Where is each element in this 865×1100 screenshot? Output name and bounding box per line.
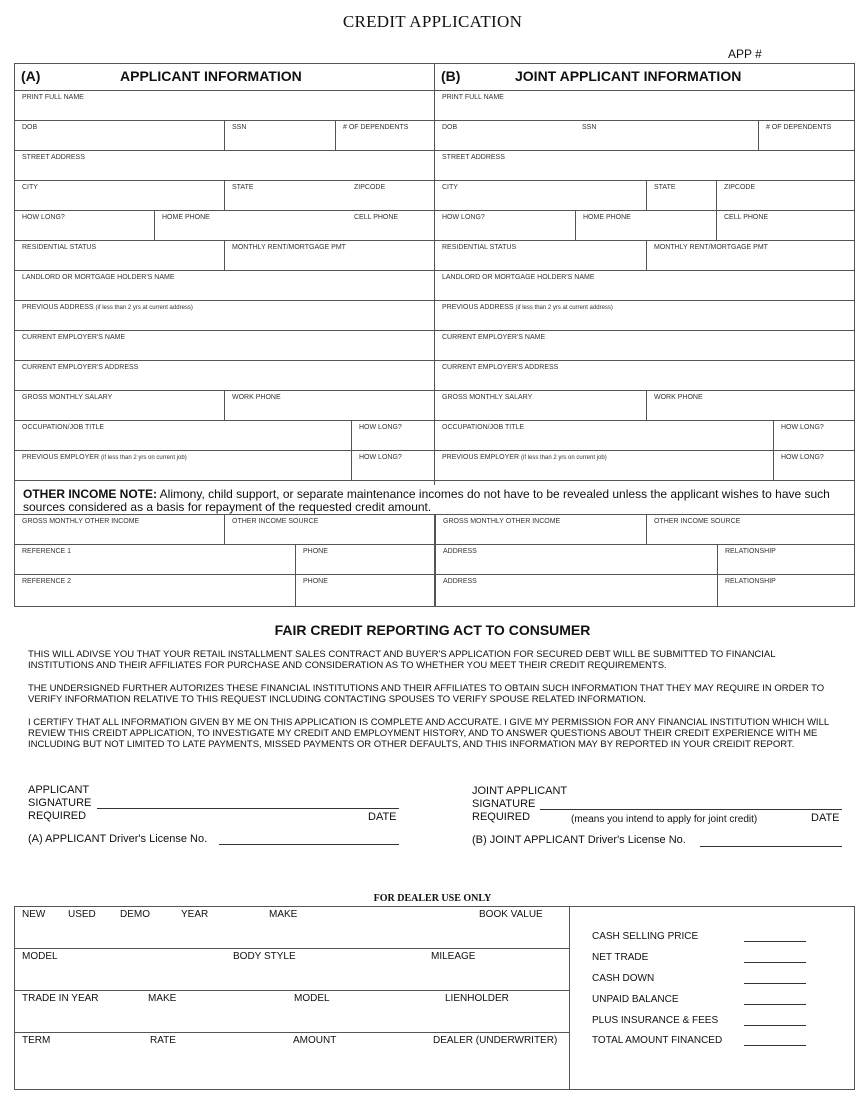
joint-dependents-field[interactable]	[758, 121, 854, 150]
field-label: HOW LONG?	[781, 454, 824, 461]
field-label: WORK PHONE	[654, 394, 703, 401]
dealer-amount: AMOUNT	[293, 1035, 337, 1046]
dealer-underwriter: DEALER (UNDERWRITER)	[433, 1035, 558, 1046]
page-title: CREDIT APPLICATION	[342, 12, 523, 31]
section-a-heading: APPLICANT INFORMATION	[120, 68, 302, 84]
dealer-body-style: BODY STYLE	[233, 951, 296, 962]
field-label: STREET ADDRESS	[22, 154, 85, 161]
dealer-model: MODEL	[22, 951, 58, 962]
joint-credit-note: (means you intend to apply for joint credit)	[571, 814, 758, 825]
reference-1-relationship-field[interactable]	[717, 545, 854, 574]
field-label: ZIPCODE	[354, 184, 386, 191]
field-label: WORK PHONE	[232, 394, 281, 401]
field-label: STATE	[232, 184, 254, 191]
reference-2-relationship-field[interactable]	[717, 575, 854, 606]
joint-landlord-field[interactable]	[435, 271, 854, 301]
joint-previous-address-field[interactable]	[435, 301, 854, 331]
dealer-vehicle-grid	[15, 907, 570, 1089]
dealer-mileage: MILEAGE	[431, 951, 476, 962]
insurance-fees-line[interactable]	[744, 1025, 806, 1026]
joint-work-phone-field[interactable]	[646, 391, 854, 420]
joint-previous-employer-field[interactable]	[435, 451, 773, 480]
joint-cell-phone-field[interactable]	[716, 211, 854, 240]
joint-salary-field[interactable]	[435, 391, 646, 420]
note-text: Alimony, child support, or separate maintenance incomes do not have to be revealed unless the applicant wishes to have such sources considered as a basis for repayment of the requested credit amount.	[23, 487, 830, 514]
note-heading: OTHER INCOME NOTE:	[23, 487, 157, 501]
field-label: REFERENCE 1	[22, 548, 72, 555]
field-label: RELATIONSHIP	[725, 548, 776, 555]
reference-2-address-field[interactable]	[435, 575, 717, 606]
dealer-lienholder: LIENHOLDER	[445, 993, 509, 1004]
unpaid-balance-label: UNPAID BALANCE	[592, 994, 679, 1005]
net-trade-label: NET TRADE	[592, 952, 649, 963]
field-label: ZIPCODE	[724, 184, 756, 191]
street-address-field[interactable]	[15, 151, 434, 181]
applicant-license-label: (A) APPLICANT Driver's License No.	[28, 833, 208, 845]
field-label: PRINT FULL NAME	[442, 94, 504, 101]
previous-employer-field[interactable]	[15, 451, 351, 480]
section-a-letter: (A)	[21, 68, 41, 84]
landlord-field[interactable]	[15, 271, 434, 301]
fcra-paragraph-1: THIS WILL ADIVSE YOU THAT YOUR RETAIL INSTALLMENT SALES CONTRACT AND BUYER'S APPLICATION FOR SECURED DEBT WILL BE SUBMITTED TO FINANCIAL INSTITUTIONS AND THEIR AFFILIATES FOR PURCHASE AND CONSIDERATION AS TO WHETHER YOU MEET THEIR CREDIT REQUIREMENTS.	[28, 649, 776, 671]
rent-field[interactable]	[224, 241, 434, 270]
previous-address-field[interactable]	[15, 301, 434, 331]
reference-1-field[interactable]	[15, 545, 295, 574]
dealer-new: NEW	[22, 909, 46, 920]
applicant-form	[14, 63, 855, 607]
field-label: DOB	[22, 124, 38, 131]
field-label-text: PREVIOUS ADDRESS	[442, 304, 514, 311]
joint-rent-field[interactable]	[646, 241, 854, 270]
field-label: # OF DEPENDENTS	[766, 124, 832, 131]
field-label: HOW LONG?	[781, 424, 824, 431]
section-b-letter: (B)	[441, 68, 461, 84]
field-label: ADDRESS	[443, 578, 477, 585]
app-number-label: APP #	[728, 47, 762, 61]
field-label: LANDLORD OR MORTGAGE HOLDER'S NAME	[22, 274, 175, 281]
signature-line-3: REQUIRED	[472, 811, 531, 823]
field-label: SSN	[582, 124, 597, 131]
ssn-field[interactable]	[224, 121, 335, 150]
cell-phone-field[interactable]	[347, 211, 434, 240]
field-label: RESIDENTIAL STATUS	[442, 244, 517, 251]
joint-street-address-field[interactable]	[435, 151, 854, 181]
field-label: OTHER INCOME SOURCE	[654, 518, 741, 525]
joint-how-long-field[interactable]	[435, 211, 575, 240]
dealer-summary	[570, 907, 854, 1089]
field-label: HOME PHONE	[583, 214, 631, 221]
field-label: REFERENCE 2	[22, 578, 72, 585]
applicant-signature-label	[28, 784, 91, 823]
field-label: GROSS MONTHLY OTHER INCOME	[443, 518, 561, 525]
dealer-box	[14, 906, 855, 1090]
fcra-paragraph-2: THE UNDERSIGNED FURTHER AUTORIZES THESE FINANCIAL INSTITUTIONS AND THEIR AFFILIATES TO OBTAIN SUCH INFORMATION THAT THEY MAY REQUIRE IN ORDER TO VERIFY INFORMATION RELATIVE TO THIS REQUEST INCLUDING CONTACTING SPOUSES TO VERIFY SPOUSE RELATED INFORMATION.	[28, 683, 825, 705]
field-label	[442, 304, 613, 311]
field-label: HOW LONG?	[22, 214, 65, 221]
cash-selling-price-label: CASH SELLING PRICE	[592, 931, 699, 942]
field-label: PRINT FULL NAME	[22, 94, 84, 101]
joint-signature-line[interactable]	[540, 809, 842, 810]
field-label-text: PREVIOUS EMPLOYER	[22, 454, 100, 461]
dealer-title: FOR DEALER USE ONLY	[373, 893, 492, 904]
dealer-trade-model: MODEL	[294, 993, 330, 1004]
joint-city-field[interactable]	[435, 181, 646, 210]
field-label: CURRENT EMPLOYER'S NAME	[22, 334, 126, 341]
field-label: CITY	[22, 184, 38, 191]
signature-line-3: REQUIRED	[28, 810, 87, 822]
field-label: HOME PHONE	[162, 214, 210, 221]
fcra-title: FAIR CREDIT REPORTING ACT TO CONSUMER	[274, 622, 591, 638]
unpaid-balance-line[interactable]	[744, 1004, 806, 1005]
field-label: RESIDENTIAL STATUS	[22, 244, 97, 251]
field-label: HOW LONG?	[442, 214, 485, 221]
field-label: OCCUPATION/JOB TITLE	[442, 424, 525, 431]
field-label: SSN	[232, 124, 247, 131]
applicant-date-label: DATE	[368, 811, 397, 823]
dealer-term: TERM	[22, 1035, 51, 1046]
signature-line-1: JOINT APPLICANT	[472, 785, 568, 797]
field-note: (if less than 2 yrs on current job)	[520, 455, 607, 461]
signature-line-2: SIGNATURE	[472, 798, 536, 810]
dealer-row-trade[interactable]	[15, 991, 569, 1033]
joint-state-field[interactable]	[646, 181, 716, 210]
employer-field[interactable]	[15, 331, 434, 361]
total-financed-label: TOTAL AMOUNT FINANCED	[592, 1035, 723, 1046]
joint-date-label: DATE	[811, 812, 840, 824]
applicant-header	[15, 64, 434, 91]
field-label: # OF DEPENDENTS	[343, 124, 409, 131]
full-name-field[interactable]	[15, 91, 434, 121]
dealer-row-terms[interactable]	[15, 1033, 569, 1089]
dealer-trade-year: TRADE IN YEAR	[22, 993, 99, 1004]
cash-down-line[interactable]	[744, 983, 806, 984]
salary-field[interactable]	[15, 391, 224, 420]
field-label: PHONE	[303, 578, 328, 585]
field-label	[22, 304, 193, 311]
field-note: (if less than 2 yrs at current address)	[515, 305, 613, 311]
joint-license-label: (B) JOINT APPLICANT Driver's License No.	[472, 834, 686, 846]
dealer-year: YEAR	[181, 909, 209, 920]
field-label	[442, 454, 607, 461]
income-reference-section	[15, 515, 854, 606]
insurance-fees-label: PLUS INSURANCE & FEES	[592, 1015, 719, 1026]
joint-full-name-field[interactable]	[435, 91, 854, 121]
field-label: CELL PHONE	[354, 214, 399, 221]
joint-other-income-source-field[interactable]	[646, 515, 854, 544]
joint-home-phone-field[interactable]	[575, 211, 716, 240]
reference-2-field[interactable]	[15, 575, 295, 606]
joint-applicant-header	[435, 64, 854, 91]
how-long-field[interactable]	[15, 211, 154, 240]
home-phone-field[interactable]	[154, 211, 347, 240]
field-label: MONTHLY RENT/MORTGAGE PMT	[232, 244, 346, 251]
dob-field[interactable]	[15, 121, 224, 150]
dealer-demo: DEMO	[120, 909, 150, 920]
applicant-license-line[interactable]	[219, 844, 399, 845]
prev-employer-how-long-field[interactable]	[351, 451, 434, 480]
field-note: (if less than 2 yrs on current job)	[100, 455, 187, 461]
residential-status-field[interactable]	[15, 241, 224, 270]
joint-dob-field[interactable]	[435, 121, 575, 150]
fcra-paragraph-3: I CERTIFY THAT ALL INFORMATION GIVEN BY ME ON THIS APPLICATION IS COMPLETE AND ACCURATE. I GIVE MY PERMISSION FOR ANY FINANCIAL INSTITUTION WHICH WILL REVIEW THIS CREIDT APPLICATION, TO INVESTIGATE MY CREDIT AND EMPLOYMENT HISTORY, AND TO ANSWER QUESTIONS ABOUT THEIR CREDIT EXPERIENCE WITH ME INCLUDING BUT NOT LIMITED TO LATE PAYMENTS, MISSED PAYMENTS OR OTHER DEFAULTS, AND THIS INFORMATION MAY BY REPORTED IN YOUR CREIDIT REPORT.	[28, 717, 829, 750]
field-label-text: PREVIOUS EMPLOYER	[442, 454, 520, 461]
zip-field[interactable]	[347, 181, 434, 210]
joint-employer-field[interactable]	[435, 331, 854, 361]
joint-employer-address-field[interactable]	[435, 361, 854, 391]
dependents-field[interactable]	[335, 121, 434, 150]
applicant-signature-line[interactable]	[97, 808, 399, 809]
field-label: CITY	[442, 184, 458, 191]
field-label: ADDRESS	[443, 548, 477, 555]
work-phone-field[interactable]	[224, 391, 434, 420]
field-note: (if less than 2 yrs at current address)	[95, 305, 193, 311]
city-field[interactable]	[15, 181, 224, 210]
joint-license-line[interactable]	[700, 846, 842, 847]
field-label: OTHER INCOME SOURCE	[232, 518, 319, 525]
dealer-used: USED	[68, 909, 96, 920]
field-label: CELL PHONE	[724, 214, 769, 221]
other-income-source-field[interactable]	[224, 515, 435, 544]
field-label: RELATIONSHIP	[725, 578, 776, 585]
dealer-make: MAKE	[269, 909, 298, 920]
field-label: PHONE	[303, 548, 328, 555]
net-trade-line[interactable]	[744, 962, 806, 963]
signature-line-1: APPLICANT	[28, 784, 90, 796]
reference-1-address-field[interactable]	[435, 545, 717, 574]
signature-line-2: SIGNATURE	[28, 797, 92, 809]
dealer-book-value: BOOK VALUE	[479, 909, 543, 920]
cash-down-label: CASH DOWN	[592, 973, 655, 984]
joint-zip-field[interactable]	[716, 181, 854, 210]
joint-signature-label	[472, 785, 567, 824]
joint-occupation-field[interactable]	[435, 421, 773, 450]
dealer-trade-make: MAKE	[148, 993, 177, 1004]
field-label: CURRENT EMPLOYER'S NAME	[442, 334, 546, 341]
state-field[interactable]	[224, 181, 347, 210]
field-label: MONTHLY RENT/MORTGAGE PMT	[654, 244, 768, 251]
occupation-field[interactable]	[15, 421, 351, 450]
joint-ssn-field[interactable]	[575, 121, 758, 150]
field-label: LANDLORD OR MORTGAGE HOLDER'S NAME	[442, 274, 595, 281]
field-label: GROSS MONTHLY SALARY	[442, 394, 533, 401]
dealer-rate: RATE	[150, 1035, 176, 1046]
joint-residential-status-field[interactable]	[435, 241, 646, 270]
field-label: DOB	[442, 124, 458, 131]
reference-2-phone-field[interactable]	[295, 575, 435, 606]
field-label: OCCUPATION/JOB TITLE	[22, 424, 105, 431]
employer-address-field[interactable]	[15, 361, 434, 391]
dealer-row-vehicle[interactable]	[15, 907, 569, 949]
field-label-text: PREVIOUS ADDRESS	[22, 304, 94, 311]
field-label	[22, 454, 187, 461]
field-label: GROSS MONTHLY OTHER INCOME	[22, 518, 140, 525]
field-label: HOW LONG?	[359, 454, 402, 461]
joint-other-income-field[interactable]	[435, 515, 646, 544]
dealer-row-model[interactable]	[15, 949, 569, 991]
occupation-how-long-field[interactable]	[351, 421, 434, 450]
total-financed-line[interactable]	[744, 1045, 806, 1046]
field-label: STREET ADDRESS	[442, 154, 505, 161]
field-label: GROSS MONTHLY SALARY	[22, 394, 113, 401]
joint-prev-employer-how-long-field[interactable]	[773, 451, 854, 480]
field-label: CURRENT EMPLOYER'S ADDRESS	[442, 364, 559, 371]
other-income-note	[15, 485, 854, 515]
field-label: HOW LONG?	[359, 424, 402, 431]
field-label: STATE	[654, 184, 676, 191]
joint-occupation-how-long-field[interactable]	[773, 421, 854, 450]
field-label: CURRENT EMPLOYER'S ADDRESS	[22, 364, 139, 371]
reference-1-phone-field[interactable]	[295, 545, 435, 574]
other-income-field[interactable]	[15, 515, 224, 544]
cash-selling-price-line[interactable]	[744, 941, 806, 942]
section-b-heading: JOINT APPLICANT INFORMATION	[515, 68, 742, 84]
